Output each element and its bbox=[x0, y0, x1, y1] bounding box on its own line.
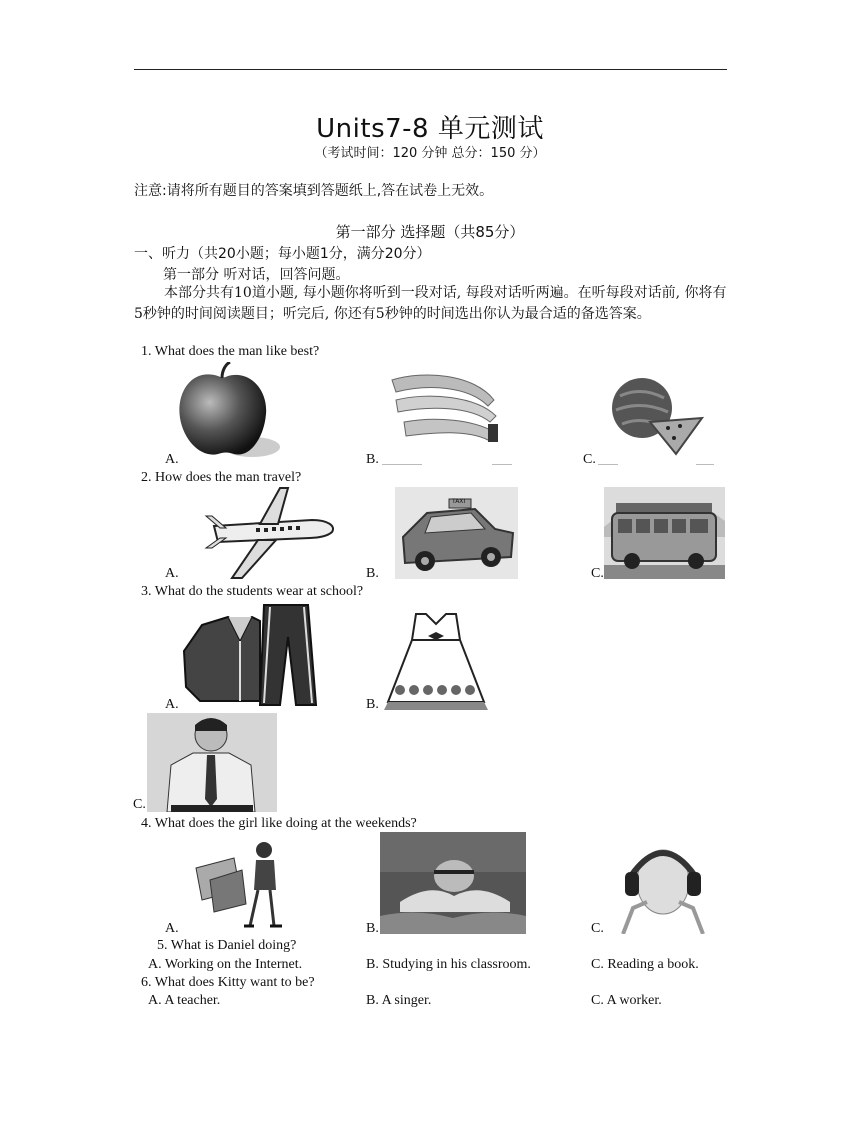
q3-option-b[interactable]: B. bbox=[366, 697, 379, 712]
q2-option-a[interactable]: A. bbox=[165, 566, 179, 581]
q3-option-a[interactable]: A. bbox=[165, 697, 179, 712]
q1-option-b[interactable]: B. bbox=[366, 452, 379, 467]
q6-option-a[interactable]: A. A teacher. bbox=[148, 993, 221, 1008]
taxi-photo bbox=[395, 487, 518, 579]
q1-option-c[interactable]: C. bbox=[583, 452, 596, 467]
q1-option-a[interactable]: A. bbox=[165, 452, 179, 467]
apple-icon bbox=[172, 362, 282, 462]
question-6: 6. What does Kitty want to be? bbox=[141, 975, 315, 990]
part-heading: 第一部分 选择题（共85分） bbox=[335, 223, 525, 241]
q5-option-a[interactable]: A. Working on the Internet. bbox=[148, 957, 303, 972]
taxi-sign: TAXI bbox=[452, 498, 466, 505]
q3-option-c[interactable]: C. bbox=[133, 797, 146, 812]
page-title: Units7-8 单元测试 bbox=[316, 114, 544, 144]
question-2: 2. How does the man travel? bbox=[141, 470, 302, 485]
headphones-icon bbox=[603, 836, 720, 934]
q6-option-c[interactable]: C. A worker. bbox=[591, 993, 662, 1008]
underline bbox=[382, 464, 422, 465]
answer-note: 注意:请将所有题目的答案填到答题纸上,答在试卷上无效。 bbox=[134, 183, 494, 199]
q4-option-c[interactable]: C. bbox=[591, 921, 604, 936]
q4-option-a[interactable]: A. bbox=[165, 921, 179, 936]
header-rule bbox=[134, 69, 727, 70]
shopping-icon bbox=[190, 840, 310, 932]
airplane-icon bbox=[200, 486, 340, 580]
instructions: 本部分共有10道小题, 每小题你将听到一段对话, 每段对话听两遍。在听每段对话前, 你将有5秒钟的时间阅读题目；听完后, 你还有5秒钟的时间选出你认为最合适的备选答案。 bbox=[134, 285, 727, 322]
underline bbox=[696, 464, 714, 465]
banana-icon bbox=[384, 370, 509, 448]
question-3: 3. What do the students wear at school? bbox=[141, 584, 364, 599]
underline bbox=[598, 464, 618, 465]
q2-option-b[interactable]: B. bbox=[366, 566, 379, 581]
shirt-tie-icon bbox=[147, 713, 277, 812]
exam-info: （考试时间：120 分钟 总分：150 分） bbox=[314, 146, 546, 161]
question-4: 4. What does the girl like doing at the weekends? bbox=[141, 816, 417, 831]
underline bbox=[492, 464, 512, 465]
dress-icon bbox=[380, 610, 495, 712]
subsection-heading: 第一部分 听对话，回答问题。 bbox=[163, 267, 350, 283]
q5-option-b[interactable]: B. Studying in his classroom. bbox=[366, 957, 531, 972]
bus-icon bbox=[604, 487, 725, 579]
q6-option-b[interactable]: B. A singer. bbox=[366, 993, 432, 1008]
tracksuit-icon bbox=[180, 601, 320, 709]
question-1: 1. What does the man like best? bbox=[141, 344, 320, 359]
q2-option-c[interactable]: C. bbox=[591, 566, 604, 581]
swimming-icon bbox=[380, 832, 526, 934]
q4-option-b[interactable]: B. bbox=[366, 921, 379, 936]
question-5: 5. What is Daniel doing? bbox=[157, 938, 297, 953]
watermelon-icon bbox=[610, 376, 705, 456]
section-heading: 一、听力（共20小题；每小题1分，满分20分） bbox=[134, 246, 431, 262]
q5-option-c[interactable]: C. Reading a book. bbox=[591, 957, 699, 972]
